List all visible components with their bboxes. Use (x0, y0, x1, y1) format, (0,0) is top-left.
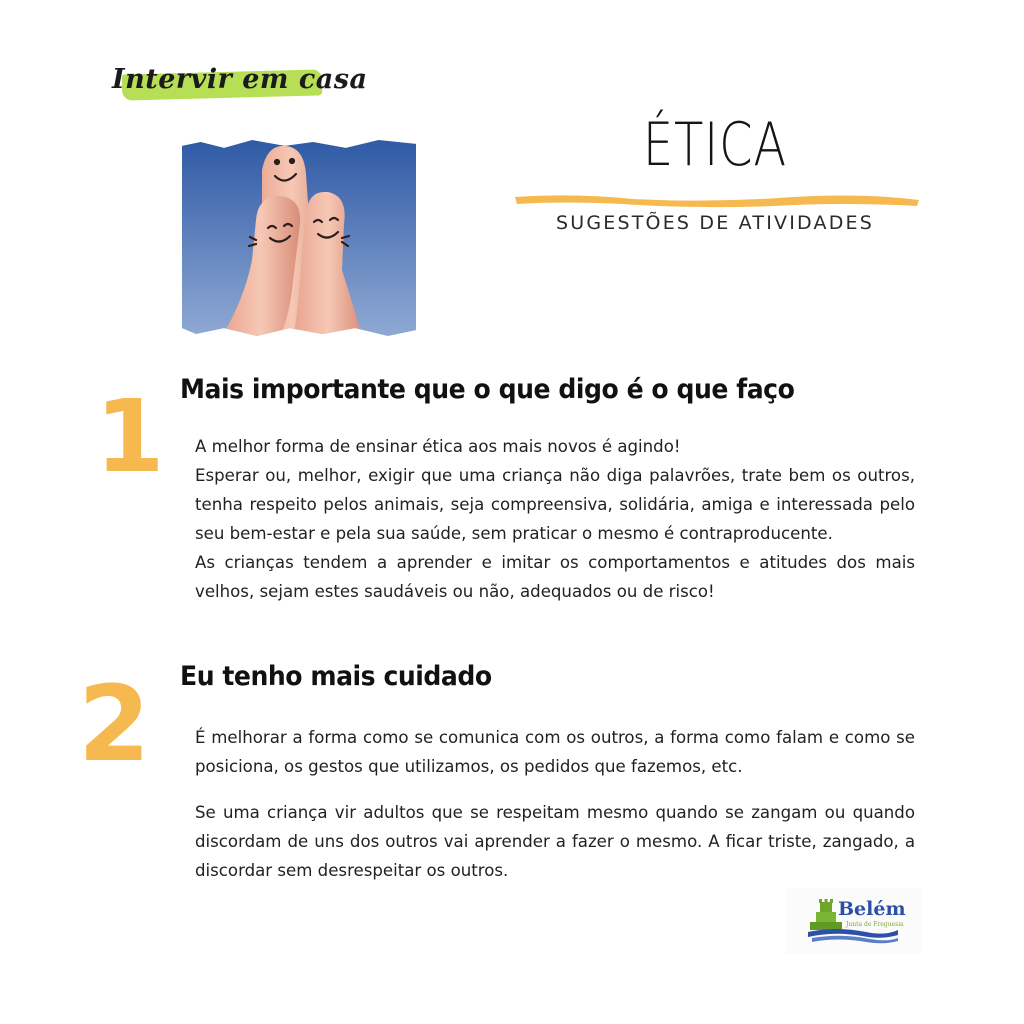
belem-logo (786, 888, 921, 954)
section-body-1 (195, 432, 915, 606)
section2-paragraph-1: É melhorar a forma como se comunica com os outros, a forma como falam e como se posiciona, os gestos que utilizamos, os pedidos que fazemos, etc. (195, 728, 915, 776)
page-title: ÉTICA (642, 110, 788, 180)
header-tag (112, 62, 368, 104)
section-number-1: 1 (95, 378, 165, 495)
fingers-illustration (182, 140, 416, 336)
page-subtitle: SUGESTÕES DE ATIVIDADES (555, 212, 875, 234)
section2-paragraph-2: Se uma criança vir adultos que se respeitam mesmo quando se zangam ou quando discordam de uns dos outros vai aprender a fazer o mesmo. A ficar triste, zangado, a discordar sem desrespeitar os outros. (195, 803, 915, 880)
fingers-photo (182, 140, 416, 336)
section1-line-2: Esperar ou, melhor, exigir que uma criança não diga palavrões, trate bem os outros, tenha respeito pelos animais, seja compreensiva, solidária, amiga e interessada pelo seu bem-estar e pela sua saúde, sem praticar o mesmo é contraproducente. (195, 466, 915, 543)
section-heading-1: Mais importante que o que digo é o que faço (180, 374, 795, 405)
section1-line-3: As crianças tendem a aprender e imitar os comportamentos e atitudes dos mais velhos, sejam estes saudáveis ou não, adequados ou de risco! (195, 553, 915, 601)
title-brush-underline (513, 191, 921, 211)
section1-line-1: A melhor forma de ensinar ética aos mais novos é agindo! (195, 437, 681, 456)
logo-name: Belém (838, 898, 906, 920)
section-heading-2: Eu tenho mais cuidado (180, 661, 492, 692)
tag-text: Intervir em casa (112, 64, 368, 95)
logo-subtitle: Junta de Freguesia (846, 921, 904, 928)
section-number-2: 2 (78, 663, 151, 785)
